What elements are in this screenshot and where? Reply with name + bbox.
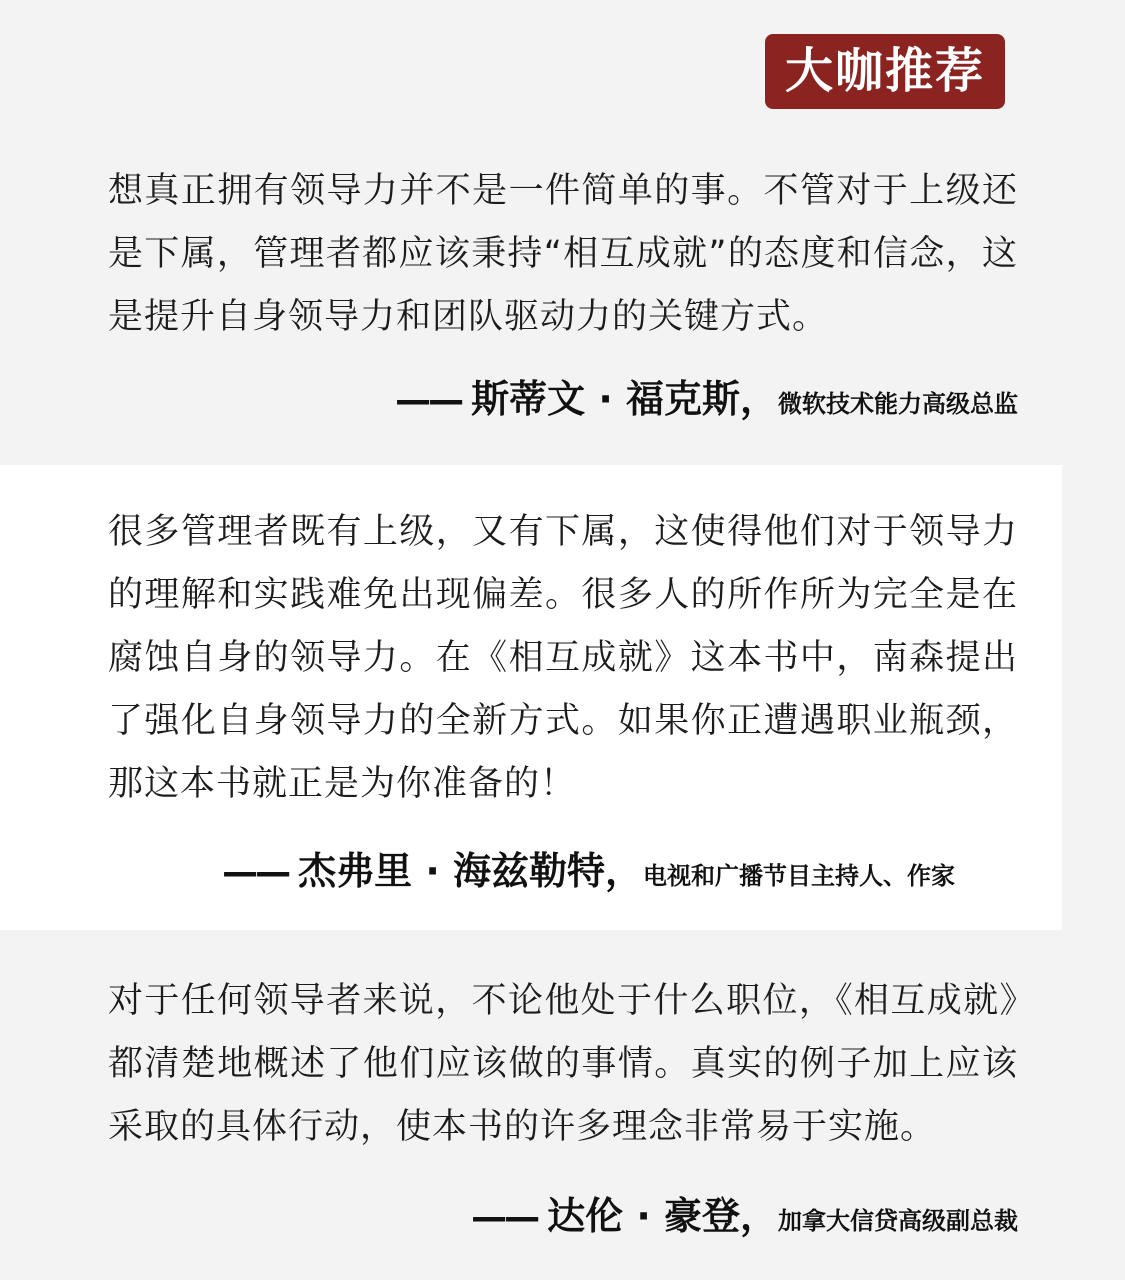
recommendation-block-2 xyxy=(0,465,1062,930)
recommendation-quote: 对于任何领导者来说，不论他处于什么职位，《相互成就》都清楚地概述了他们应该做的事情。真实的例子加上应该采取的具体行动，使本书的许多理念非常易于实施。 xyxy=(108,981,1018,1147)
recommendation-quote: 想真正拥有领导力并不是一件简单的事。不管对于上级还是下属，管理者都应该秉持“相互成就”的态度和信念，这是提升自身领导力和团队驱动力的关键方式。 xyxy=(108,171,1018,337)
recommendation-block-3 xyxy=(0,930,1125,1280)
endorser-title: 电视和广播节目主持人、作家 xyxy=(643,862,955,890)
endorser-name: 达伦 · 豪登， xyxy=(547,1194,778,1238)
attribution-dash: —— xyxy=(222,852,289,893)
recommendation-attribution xyxy=(222,840,955,895)
recommendation-attribution xyxy=(471,1185,1018,1240)
recommendation-attribution xyxy=(395,368,1018,423)
endorser-name: 杰弗里 · 海兹勒特， xyxy=(298,849,643,893)
endorser-name: 斯蒂文 · 福克斯， xyxy=(471,377,778,421)
attribution-dash: —— xyxy=(471,1197,538,1238)
attribution-dash: —— xyxy=(395,380,462,421)
expert-recommendation-tag: 大咖推荐 xyxy=(765,34,1005,109)
recommendation-quote: 很多管理者既有上级，又有下属，这使得他们对于领导力的理解和实践难免出现偏差。很多人的所作所为完全是在腐蚀自身的领导力。在《相互成就》这本书中，南森提出了强化自身领导力的全新方式。如果你正遭遇职业瓶颈，那这本书就正是为你准备的！ xyxy=(108,512,1018,804)
endorser-title: 加拿大信贷高级副总裁 xyxy=(778,1207,1018,1235)
endorser-title: 微软技术能力高级总监 xyxy=(778,390,1018,418)
